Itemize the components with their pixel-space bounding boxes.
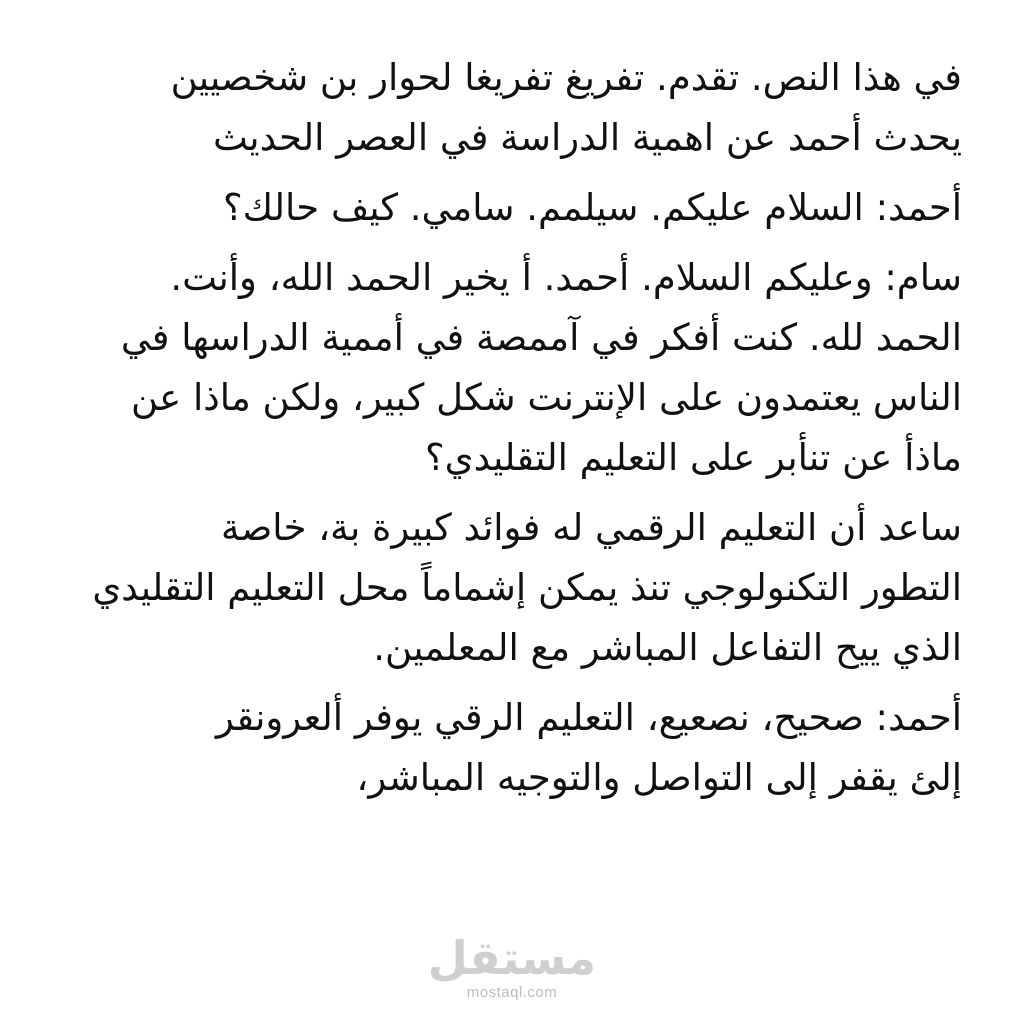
ahmed-reply-line: إلئ يقفر إلى التواصل والتوجيه المباشر، <box>356 756 962 799</box>
sami-reply-line: الحمد لله. كنت أفكر في آممصة في أممية الدراسها في <box>120 316 962 359</box>
greeting-line: أحمد: السلام عليكم. سيلمم. سامي. كيف حالك؟ <box>222 186 962 229</box>
intro-line: يحدث أحمد عن اهمية الدراسة في العصر الحديث <box>212 116 962 159</box>
watermark-logo: مستقل <box>427 931 597 985</box>
sami-reply-paragraph <box>62 248 962 488</box>
greeting-paragraph <box>62 178 962 238</box>
intro-line: في هذا النص. تقدم. تفريغ تفريغا لحوار بن شخصيين <box>170 56 962 99</box>
sami-reply-line: ماذأ عن تنأبر على التعليم التقليدي؟ <box>425 436 962 479</box>
ahmed-reply-line: أحمد: صحيح، نصعيع، التعليم الرقي يوفر ألعرونقر <box>215 696 962 739</box>
sami-reply-line: الناس يعتمدون على الإنترنت شكل كبير، ولكن ماذا عن <box>130 376 962 419</box>
intro-paragraph <box>62 48 962 168</box>
digital-opinion-line: الذي ييح التفاعل المباشر مع المعلمين. <box>373 626 962 669</box>
ahmed-reply-paragraph <box>62 688 962 808</box>
mostaql-watermark <box>0 932 1024 1002</box>
digital-opinion-line: ساعد أن التعليم الرقمي له فوائد كبيرة بة، خاصة <box>221 506 962 549</box>
sami-reply-line: سام: وعليكم السلام. أحمد. أ يخير الحمد الله، وأنت. <box>170 256 962 299</box>
digital-opinion-line: التطور التكنولوجي تنذ يمكن إشماماً محل التعليم التقليدي <box>92 566 962 609</box>
digital-opinion-paragraph <box>62 498 962 678</box>
watermark-url: mostaql.com <box>466 984 558 1001</box>
